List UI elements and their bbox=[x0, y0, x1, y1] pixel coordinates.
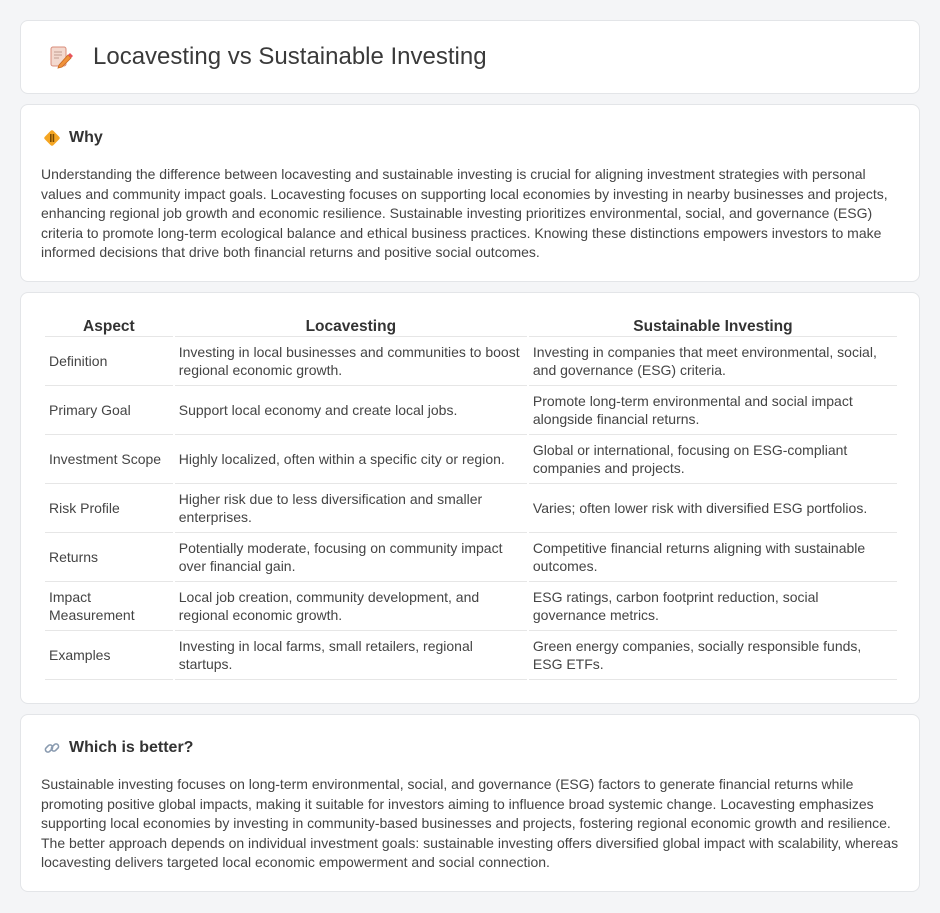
header-locavesting: Locavesting bbox=[175, 315, 527, 337]
row-aspect: Risk Profile bbox=[45, 484, 173, 533]
row-aspect: Investment Scope bbox=[45, 435, 173, 484]
table-row bbox=[45, 533, 897, 582]
header-aspect: Aspect bbox=[45, 315, 173, 337]
row-aspect: Examples bbox=[45, 631, 173, 680]
row-sustainable: Investing in companies that meet environmental, social, and governance (ESG) criteria. bbox=[529, 337, 897, 386]
row-sustainable: Varies; often lower risk with diversified ESG portfolios. bbox=[529, 484, 897, 533]
why-section bbox=[20, 104, 920, 282]
row-aspect: Definition bbox=[45, 337, 173, 386]
why-body: Understanding the difference between locavesting and sustainable investing is crucial for aligning investment strategies with personal values and community impact goals. Locavesting focuses on supporting local economies by investing in nearby businesses and projects, enhancing regional job growth and economic resilience. Sustainable investing prioritizes environmental, social, and governance (ESG) criteria to promote long-term ecological balance and ethical business practices. Knowing these distinctions empowers investors to make informed decisions that drive both financial returns and positive social outcomes. bbox=[41, 166, 888, 260]
row-sustainable: Global or international, focusing on ESG-compliant companies and projects. bbox=[529, 435, 897, 484]
which-is-better-body: Sustainable investing focuses on long-term environmental, social, and governance (ESG) factors to generate financial returns while promoting positive global impacts, making it suitable for investors aiming to influence broad systemic change. Locavesting emphasizes supporting local economies by investing in community-based businesses and projects, fostering regional economic growth and resilience. The better approach depends on individual investment goals: sustainable investing offers diversified global impact with scalability, whereas locavesting delivers targeted local economic empowerment and social connection. bbox=[41, 776, 899, 870]
table-row bbox=[45, 631, 897, 680]
link-icon bbox=[43, 739, 61, 757]
table-row bbox=[45, 337, 897, 386]
comparison-table bbox=[43, 315, 899, 680]
row-locavesting: Highly localized, often within a specific city or region. bbox=[175, 435, 527, 484]
row-locavesting: Investing in local farms, small retailers, regional startups. bbox=[175, 631, 527, 680]
row-locavesting: Support local economy and create local jobs. bbox=[175, 386, 527, 435]
which-is-better-title: Which is better? bbox=[69, 739, 194, 756]
diamond-icon bbox=[43, 129, 61, 147]
row-locavesting: Local job creation, community development, and regional economic growth. bbox=[175, 582, 527, 631]
table-row bbox=[45, 582, 897, 631]
comparison-card bbox=[20, 292, 920, 704]
document-pencil-icon bbox=[47, 44, 73, 70]
row-aspect: Returns bbox=[45, 533, 173, 582]
row-sustainable: Green energy companies, socially responsible funds, ESG ETFs. bbox=[529, 631, 897, 680]
row-aspect: Impact Measurement bbox=[45, 582, 173, 631]
table-row bbox=[45, 484, 897, 533]
header-card bbox=[20, 20, 920, 94]
table-row bbox=[45, 386, 897, 435]
page-title: Locavesting vs Sustainable Investing bbox=[93, 43, 487, 70]
row-locavesting: Investing in local businesses and communities to boost regional economic growth. bbox=[175, 337, 527, 386]
which-is-better-section bbox=[20, 714, 920, 892]
header-sustainable-investing: Sustainable Investing bbox=[529, 315, 897, 337]
table-header-row bbox=[45, 315, 897, 337]
row-sustainable: Competitive financial returns aligning with sustainable outcomes. bbox=[529, 533, 897, 582]
row-locavesting: Potentially moderate, focusing on community impact over financial gain. bbox=[175, 533, 527, 582]
row-aspect: Primary Goal bbox=[45, 386, 173, 435]
table-row bbox=[45, 435, 897, 484]
why-title: Why bbox=[69, 129, 103, 146]
row-locavesting: Higher risk due to less diversification and smaller enterprises. bbox=[175, 484, 527, 533]
row-sustainable: Promote long-term environmental and social impact alongside financial returns. bbox=[529, 386, 897, 435]
row-sustainable: ESG ratings, carbon footprint reduction, social governance metrics. bbox=[529, 582, 897, 631]
